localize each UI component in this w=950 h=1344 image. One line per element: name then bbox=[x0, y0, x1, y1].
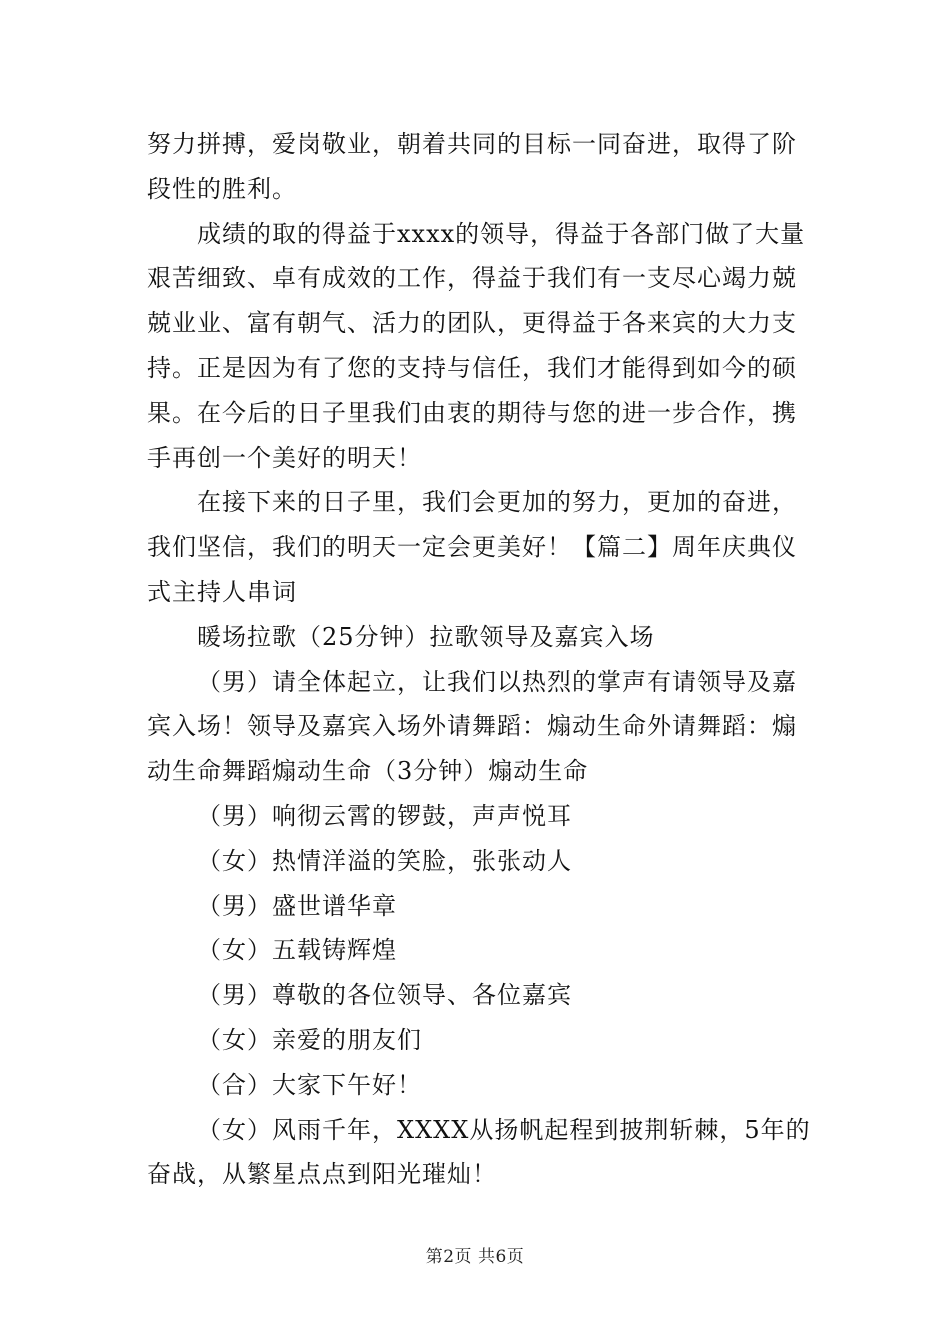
paragraph-host-line: （女）亲爱的朋友们 bbox=[197, 1025, 422, 1054]
paragraph-warmup: 暖场拉歌（25分钟）拉歌领导及嘉宾入场 bbox=[197, 622, 655, 651]
paragraph-host-line: （女）热情洋溢的笑脸，张张动人 bbox=[197, 846, 572, 875]
page-number-footer: 第2页 共6页 bbox=[425, 1247, 525, 1267]
paragraph-host-male-welcome: （男）请全体起立，让我们以热烈的掌声有请领导及嘉宾入场！领导及嘉宾入场外请舞蹈：煽动生命外请舞蹈：煽动生命舞蹈煽动生命（3分钟）煽动生命 bbox=[147, 667, 797, 786]
paragraph-host-line: （女）五载铸辉煌 bbox=[197, 936, 397, 965]
paragraph-future: 在接下来的日子里，我们会更加的努力，更加的奋进，我们坚信，我们的明天一定会更美好！【篇二】周年庆典仪式主持人串词 bbox=[147, 488, 797, 606]
paragraph-continuation: 努力拼搏，爱岗敬业，朝着共同的目标一同奋进，取得了阶段性的胜利。 bbox=[147, 130, 797, 203]
paragraph-achievements: 成绩的取的得益于xxxx的领导，得益于各部门做了大量艰苦细致、卓有成效的工作，得益于我们有一支尽心竭力兢兢业业、富有朝气、活力的团队，更得益于各来宾的大力支持。正是因为有了您的支持与信任，我们才能得到如今的硕果。在今后的日子里我们由衷的期待与您的进一步合作，携手再创一个美好的明天！ bbox=[147, 219, 806, 472]
paragraph-host-line: （男）响彻云霄的锣鼓，声声悦耳 bbox=[197, 801, 572, 830]
paragraph-host-line: （男）盛世谱华章 bbox=[197, 891, 397, 920]
paragraph-host-line: （男）尊敬的各位领导、各位嘉宾 bbox=[197, 981, 572, 1010]
document-body bbox=[147, 122, 812, 1197]
paragraph-host-line: （女）风雨千年，XXXX从扬帆起程到披荆斩棘，5年的奋战，从繁星点点到阳光璀灿！ bbox=[147, 1115, 811, 1189]
paragraph-host-line: （合）大家下午好！ bbox=[197, 1070, 422, 1099]
